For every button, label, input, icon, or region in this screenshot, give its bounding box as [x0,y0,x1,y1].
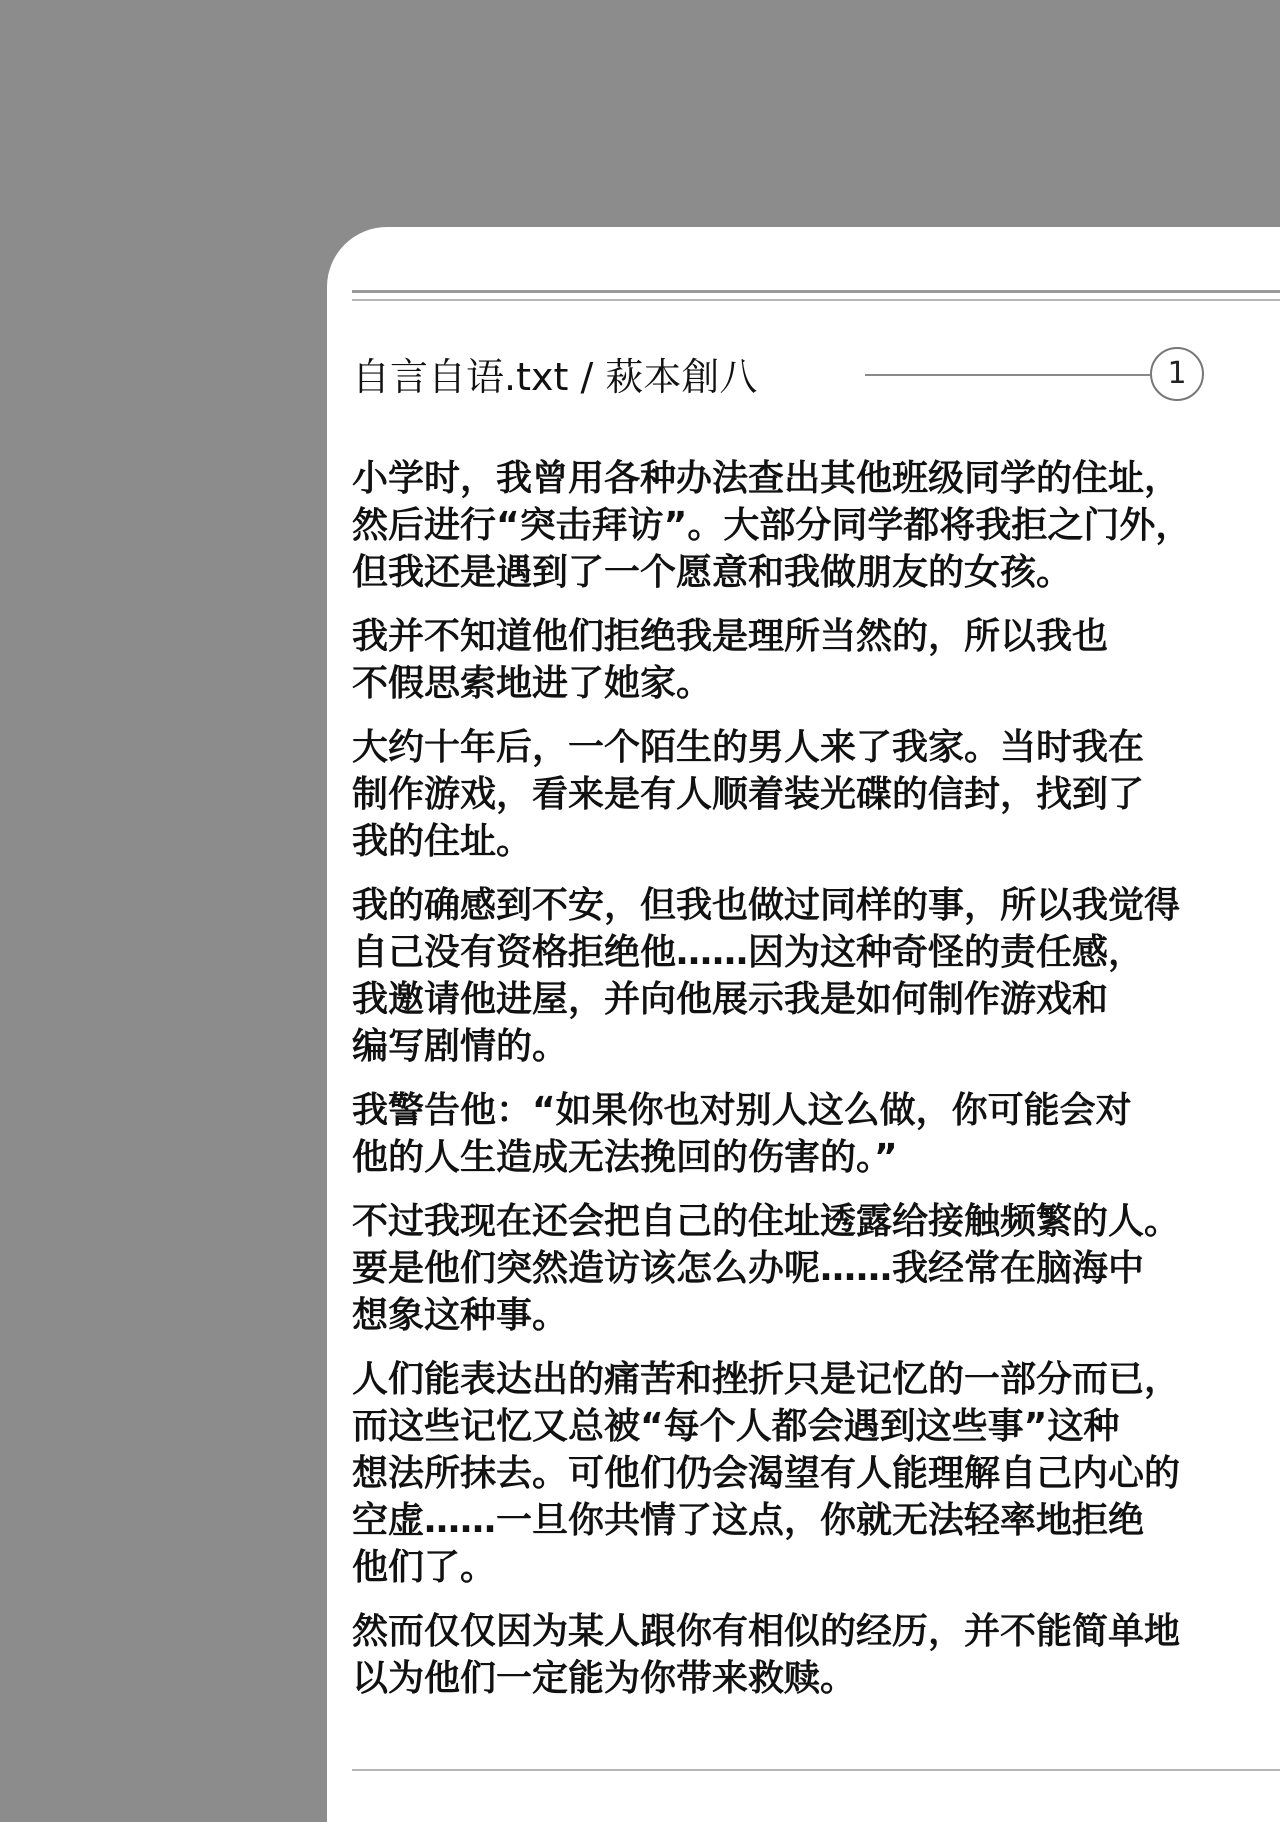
paragraph [352,1608,1262,1702]
text-line: 而这些记忆又总被“每个人都会遇到这些事”这种 [352,1406,1120,1447]
paragraph [352,882,1262,1070]
bottom-divider [352,1769,1280,1771]
text-line: 他们了。 [352,1547,497,1588]
text-line: 他的人生造成无法挽回的伤害的。” [352,1137,898,1178]
text-line: 我邀请他进屋，并向他展示我是如何制作游戏和 [352,979,1109,1020]
article-body [352,455,1262,1719]
paragraph [352,1356,1262,1591]
text-line: 大约十年后，一个陌生的男人来了我家。当时我在 [352,727,1145,768]
top-divider [352,290,1280,293]
text-line: 我警告他：“如果你也对别人这么做，你可能会对 [352,1090,1132,1131]
paragraph [352,1087,1262,1181]
text-line: 制作游戏，看来是有人顺着装光碟的信封，找到了 [352,774,1145,815]
page-number-badge: 1 [1150,347,1204,401]
text-line: 编写剧情的。 [352,1026,569,1067]
text-line: 我并不知道他们拒绝我是理所当然的，所以我也 [352,616,1109,657]
text-line: 自己没有资格拒绝他……因为这种奇怪的责任感， [352,932,1145,973]
text-line: 然后进行“突击拜访”。大部分同学都将我拒之门外， [352,505,1192,546]
text-line: 小学时，我曾用各种办法查出其他班级同学的住址， [352,458,1181,499]
text-line: 不假思索地进了她家。 [352,663,713,704]
paragraph [352,613,1262,707]
text-line: 我的住址。 [352,821,533,862]
text-line: 但我还是遇到了一个愿意和我做朋友的女孩。 [352,552,1073,593]
text-line: 以为他们一定能为你带来救赎。 [352,1658,857,1699]
text-line: 不过我现在还会把自己的住址透露给接触频繁的人。 [352,1201,1181,1242]
text-line: 要是他们突然造访该怎么办呢……我经常在脑海中 [352,1248,1145,1289]
text-line: 我的确感到不安，但我也做过同样的事，所以我觉得 [352,885,1181,926]
text-line: 想象这种事。 [352,1295,569,1336]
text-line: 空虚……一旦你共情了这点，你就无法轻率地拒绝 [352,1500,1145,1541]
title-leader-line [865,374,1150,376]
text-line: 然而仅仅因为某人跟你有相似的经历，并不能简单地 [352,1611,1181,1652]
page-header [352,347,1252,407]
top-divider-secondary [352,299,1280,301]
page-title: 自言自语.txt / 萩本創八 [352,355,758,399]
paragraph [352,455,1262,596]
text-line: 想法所抹去。可他们仍会渴望有人能理解自己内心的 [352,1453,1181,1494]
paragraph [352,724,1262,865]
paragraph [352,1198,1262,1339]
page-card [327,227,1280,1822]
text-line: 人们能表达出的痛苦和挫折只是记忆的一部分而已， [352,1359,1181,1400]
